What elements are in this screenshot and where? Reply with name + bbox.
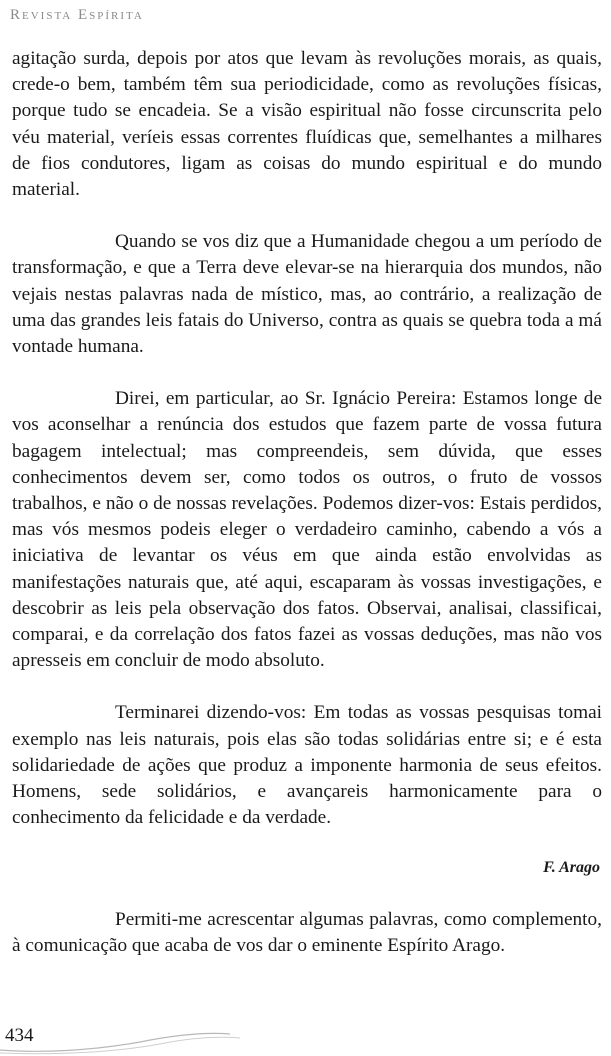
page-number: 434 (5, 1025, 34, 1046)
body-text (12, 46, 602, 959)
folio-swoosh-ornament (0, 1020, 260, 1056)
running-head: Revista Espírita (10, 7, 144, 23)
signature: F. Arago (543, 859, 600, 877)
paragraph-4: Terminarei dizendo-vos: Em todas as vossas pesquisas tomai exemplo nas leis naturais, pois elas são todas solidárias entre si; e é esta solidariedade de ações que produz a imponente harmonia de seus efeitos. Homens, sede solidários, e avançareis harmonicamente para o conhecimento da felicidade e da verdade. (12, 702, 602, 829)
paragraph-5: Permiti-me acrescentar algumas palavras, como complemento, à comunicação que acaba de vos dar o eminente Espírito Arago. (12, 908, 602, 956)
paragraph-3: Direi, em particular, ao Sr. Ignácio Pereira: Estamos longe de vos aconselhar a renúncia dos estudos que fazem parte de vossa futura bagagem intelectual; mas compreendeis, sem dúvida, que esses conhecimentos devem ser, como todos os outros, o fruto de vossos trabalhos, e não o de nossas revelações. Podemos dizer-vos: Estais perdidos, mas vós mesmos podeis eleger o verdadeiro caminho, cabendo a vós a iniciativa de levantar os véus em que ainda estão envolvidas as manifestações naturais que, até aqui, escaparam às vossas investigações, e descobrir as leis pela observação dos fatos. Observai, analisai, classificai, comparai, e da correlação dos fatos fazei as vossas deduções, mas não vos apresseis em concluir de modo absoluto. (12, 388, 602, 672)
page-footer (0, 1020, 260, 1056)
paragraph-1: agitação surda, depois por atos que levam às revoluções morais, as quais, crede-o bem, também têm sua periodicidade, como as revoluções físicas, porque tudo se encadeia. Se a visão espiritual não fosse circunscrita pelo véu material, veríeis essas correntes fluídicas que, semelhantes a milhares de fios condutores, ligam as coisas do mundo espiritual e do mundo material. (12, 48, 602, 201)
paragraph-2: Quando se vos diz que a Humanidade chegou a um período de transformação, e que a Terra deve elevar-se na hierarquia dos mundos, não vejais nestas palavras nada de místico, mas, ao contrário, a realização de uma das grandes leis fatais do Universo, contra as quais se quebra toda a má vontade humana. (12, 231, 602, 358)
